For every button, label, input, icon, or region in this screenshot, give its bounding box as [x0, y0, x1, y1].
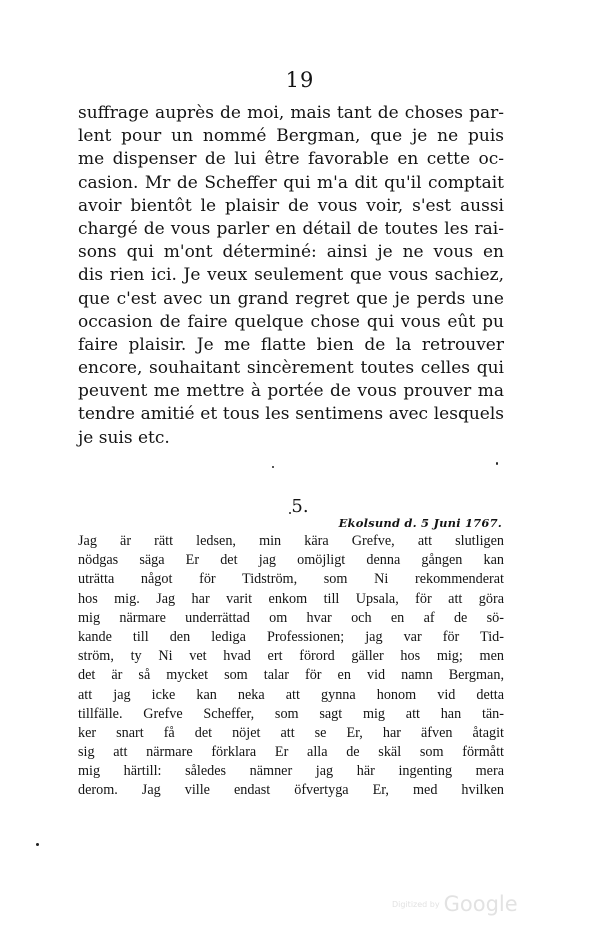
text-line: suffrage auprès de moi, mais tant de choses par-: [78, 103, 504, 123]
text-line: kande till den lediga Professionen; jag var för Tid-: [78, 628, 504, 645]
text-line: occasion de faire quelque chose qui vous eût pu: [78, 311, 504, 332]
text-line: att jag icke kan neka att gynna honom vid detta: [78, 686, 504, 703]
text-line: me dispenser de lui être favorable en cette oc-: [78, 149, 504, 170]
text-line: hos mig. Jag har varit enkom till Upsala, för att göra: [78, 590, 504, 607]
text-line: avoir bientôt le plaisir de vous voir, s'est aussi: [78, 195, 504, 216]
text-line: que c'est avec un grand regret que je perds une: [78, 288, 504, 309]
text-line: derom. Jag ville endast öfvertyga Er, med hvilken: [78, 782, 504, 799]
text-line: encore, souhaitant sincèrement toutes celles qui: [78, 358, 504, 379]
text-line: uträtta något för Tidström, som Ni rekommenderat: [78, 571, 504, 588]
text-line: nödgas säga Er det jag omöjligt denna gången kan: [78, 552, 504, 569]
text-line: Jag är rätt ledsen, min kära Grefve, att slutligen: [78, 533, 504, 549]
swedish-letter-body: [78, 532, 504, 801]
print-speck: [496, 462, 498, 465]
text-line: tendre amitié et tous les sentimens avec lesquels: [78, 404, 504, 425]
text-line: det är så mycket som talar för en vid namn Bergman,: [78, 667, 504, 684]
text-line: peuvent me mettre à portée de vous prouver ma: [78, 381, 504, 402]
text-line-closing: je suis etc.: [78, 427, 170, 448]
watermark-brand: Google: [443, 892, 518, 916]
text-line: sig att närmare förklara Er alla de skäl som förmått: [78, 744, 504, 761]
text-line: mig närmare underrättad om hvar och en af de sö-: [78, 609, 504, 626]
page-number: 19: [285, 68, 315, 92]
text-line: sons qui m'ont déterminé: ainsi je ne vous en: [78, 242, 504, 263]
text-line: ker snart få det nöjet att se Er, har äfven åtagit: [78, 724, 504, 741]
letter-dateline: Ekolsund d. 5 Juni 1767.: [338, 516, 502, 530]
print-speck: [36, 843, 39, 846]
print-speck: [289, 512, 291, 514]
digitization-watermark: [392, 892, 518, 916]
text-line: lent pour un nommé Bergman, que je ne puis: [78, 126, 504, 147]
letter-number: 5.: [291, 496, 309, 517]
french-letter-body: [78, 102, 504, 450]
text-line: ström, ty Ni vet hvad ert förord gäller hos mig; men: [78, 648, 504, 665]
text-line: chargé de vous parler en détail de toutes les rai-: [78, 218, 504, 239]
text-line: mig härtill: således nämner jag här ingenting mera: [78, 763, 504, 780]
text-line: dis rien ici. Je veux seulement que vous sachiez,: [78, 265, 504, 286]
watermark-prefix: Digitized by: [392, 899, 440, 909]
text-line: faire plaisir. Je me flatte bien de la retrouver: [78, 334, 504, 355]
text-line: tillfälle. Grefve Scheffer, som sagt mig att han tän-: [78, 705, 504, 722]
print-speck: [272, 466, 274, 468]
text-line: casion. Mr de Scheffer qui m'a dit qu'il comptait: [78, 172, 504, 193]
